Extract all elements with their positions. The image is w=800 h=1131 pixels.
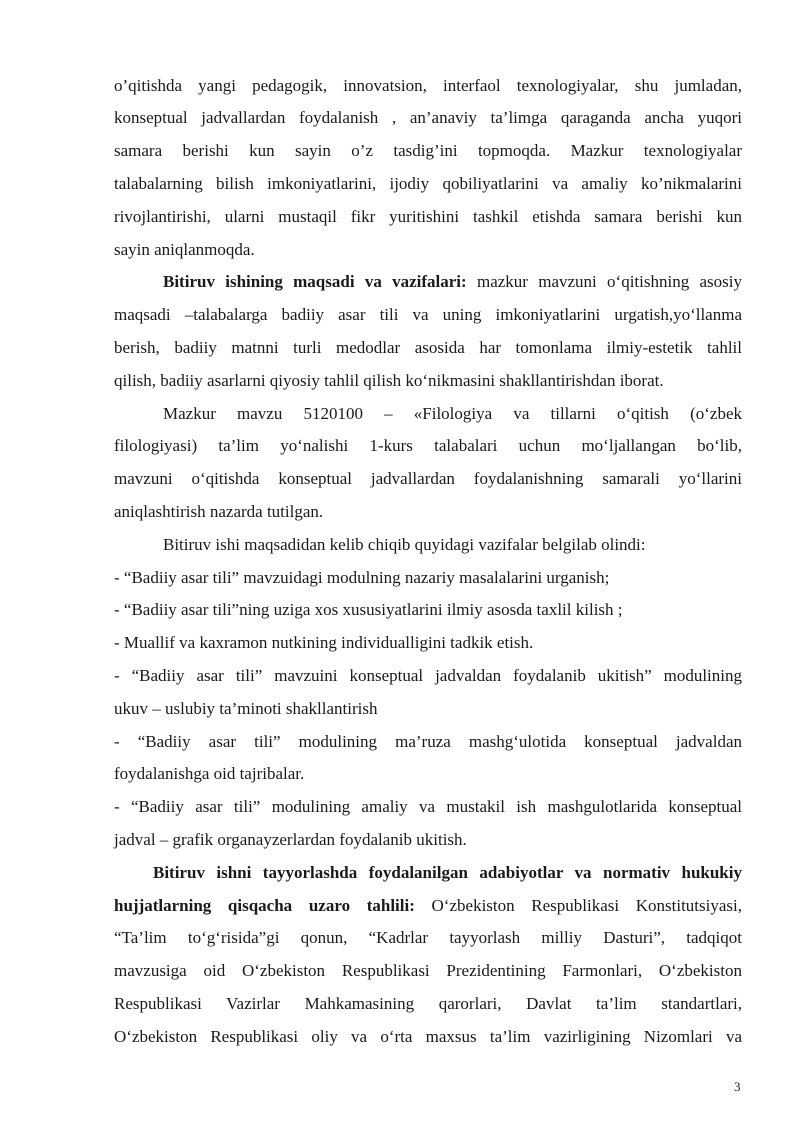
paragraph-line: talabalarning bilish imkoniyatlarini, ijodiy qobiliyatlarini va amaliy ko’nikmalarini bbox=[114, 174, 742, 193]
paragraph-line: Bitiruv ishi maqsadidan kelib chiqib quyidagi vazifalar belgilab olindi: bbox=[163, 535, 646, 554]
paragraph-line: sayin aniqlanmoqda. bbox=[114, 240, 255, 259]
paragraph-line: rivojlantirishi, ularni mustaqil fikr yuritishini tashkil etishda samara berishi kun bbox=[114, 207, 742, 226]
paragraph-line: aniqlashtirish nazarda tutilgan. bbox=[114, 502, 324, 521]
paragraph-line: filologiyasi) ta’lim yo‘nalishi 1-kurs talabalari uchun mo‘ljallangan bo‘lib, bbox=[114, 436, 742, 455]
paragraph-line: konseptual jadvallardan foydalanish , an’anaviy ta’limga qaraganda ancha yuqori bbox=[114, 108, 742, 127]
paragraph-line: “Ta’lim to‘g‘risida”gi qonun, “Kadrlar tayyorlash milliy Dasturi”, tadqiqot bbox=[114, 928, 742, 947]
paragraph-line: mavzuni o‘qitishda konseptual jadvallardan foydalanishning samarali yo‘llarini bbox=[114, 469, 742, 488]
paragraph-line: mavzusiga oid O‘zbekiston Respublikasi Prezidentining Farmonlari, O‘zbekiston bbox=[114, 961, 742, 980]
section-heading: Bitiruv ishining maqsadi va vazifalari: bbox=[163, 272, 467, 291]
paragraph-line: samara berishi kun sayin o’z tasdig’ini topmoqda. Mazkur texnologiyalar bbox=[114, 141, 742, 160]
list-item-continuation: jadval – grafik organayzerlardan foydalanib ukitish. bbox=[114, 830, 467, 849]
paragraph-line: O‘zbekiston Respublikasi oliy va o‘rta maxsus ta’lim vazirligining Nizomlari va bbox=[114, 1027, 742, 1046]
list-item: - “Badiiy asar tili” modulining amaliy va mustakil ish mashgulotlarida konseptual bbox=[114, 797, 742, 816]
list-item: - Muallif va kaxramon nutkining individualligini tadkik etish. bbox=[114, 633, 534, 652]
list-item-continuation: foydalanishga oid tajribalar. bbox=[114, 764, 305, 783]
paragraph-line: maqsadi –talabalarga badiiy asar tili va uning imkoniyatlarini urgatish,yo‘llanma bbox=[114, 305, 742, 324]
section-heading-line bbox=[114, 894, 742, 918]
section-heading-line bbox=[163, 270, 742, 294]
section-heading: hujjatlarning qisqacha uzaro tahlili: bbox=[114, 896, 415, 915]
list-item: - “Badiiy asar tili” mavzuidagi modulning nazariy masalalarini urganish; bbox=[114, 568, 610, 587]
paragraph-text: O‘zbekiston Respublikasi Konstitutsiyasi, bbox=[414, 896, 743, 915]
list-item: - “Badiiy asar tili”ning uziga xos xususiyatlarini ilmiy asosda taxlil kilish ; bbox=[114, 600, 623, 619]
paragraph-line: Respublikasi Vazirlar Mahkamasining qarorlari, Davlat ta’lim standartlari, bbox=[114, 994, 742, 1013]
page-number: 3 bbox=[734, 1079, 741, 1094]
section-heading: Bitiruv ishni tayyorlashda foydalanilgan adabiyotlar va normativ hukukiy bbox=[153, 863, 742, 882]
paragraph-line: qilish, badiiy asarlarni qiyosiy tahlil qilish ko‘nikmasini shakllantirishdan iborat. bbox=[114, 371, 664, 390]
paragraph-line: o’qitishda yangi pedagogik, innovatsion, interfaol texnologiyalar, shu jumladan, bbox=[114, 76, 742, 95]
list-item: - “Badiiy asar tili” modulining ma’ruza mashg‘ulotida konseptual jadvaldan bbox=[114, 732, 742, 751]
list-item-continuation: ukuv – uslubiy ta’minoti shakllantirish bbox=[114, 699, 378, 718]
paragraph-line: berish, badiiy matnni turli medodlar asosida har tomonlama ilmiy-estetik tahlil bbox=[114, 338, 742, 357]
paragraph-line: Mazkur mavzu 5120100 – «Filologiya va tillarni o‘qitish (o‘zbek bbox=[163, 404, 742, 423]
paragraph-text: mazkur mavzuni o‘qitishning asosiy bbox=[466, 272, 742, 291]
list-item: - “Badiiy asar tili” mavzuini konseptual jadvaldan foydalanib ukitish” modulining bbox=[114, 666, 742, 685]
